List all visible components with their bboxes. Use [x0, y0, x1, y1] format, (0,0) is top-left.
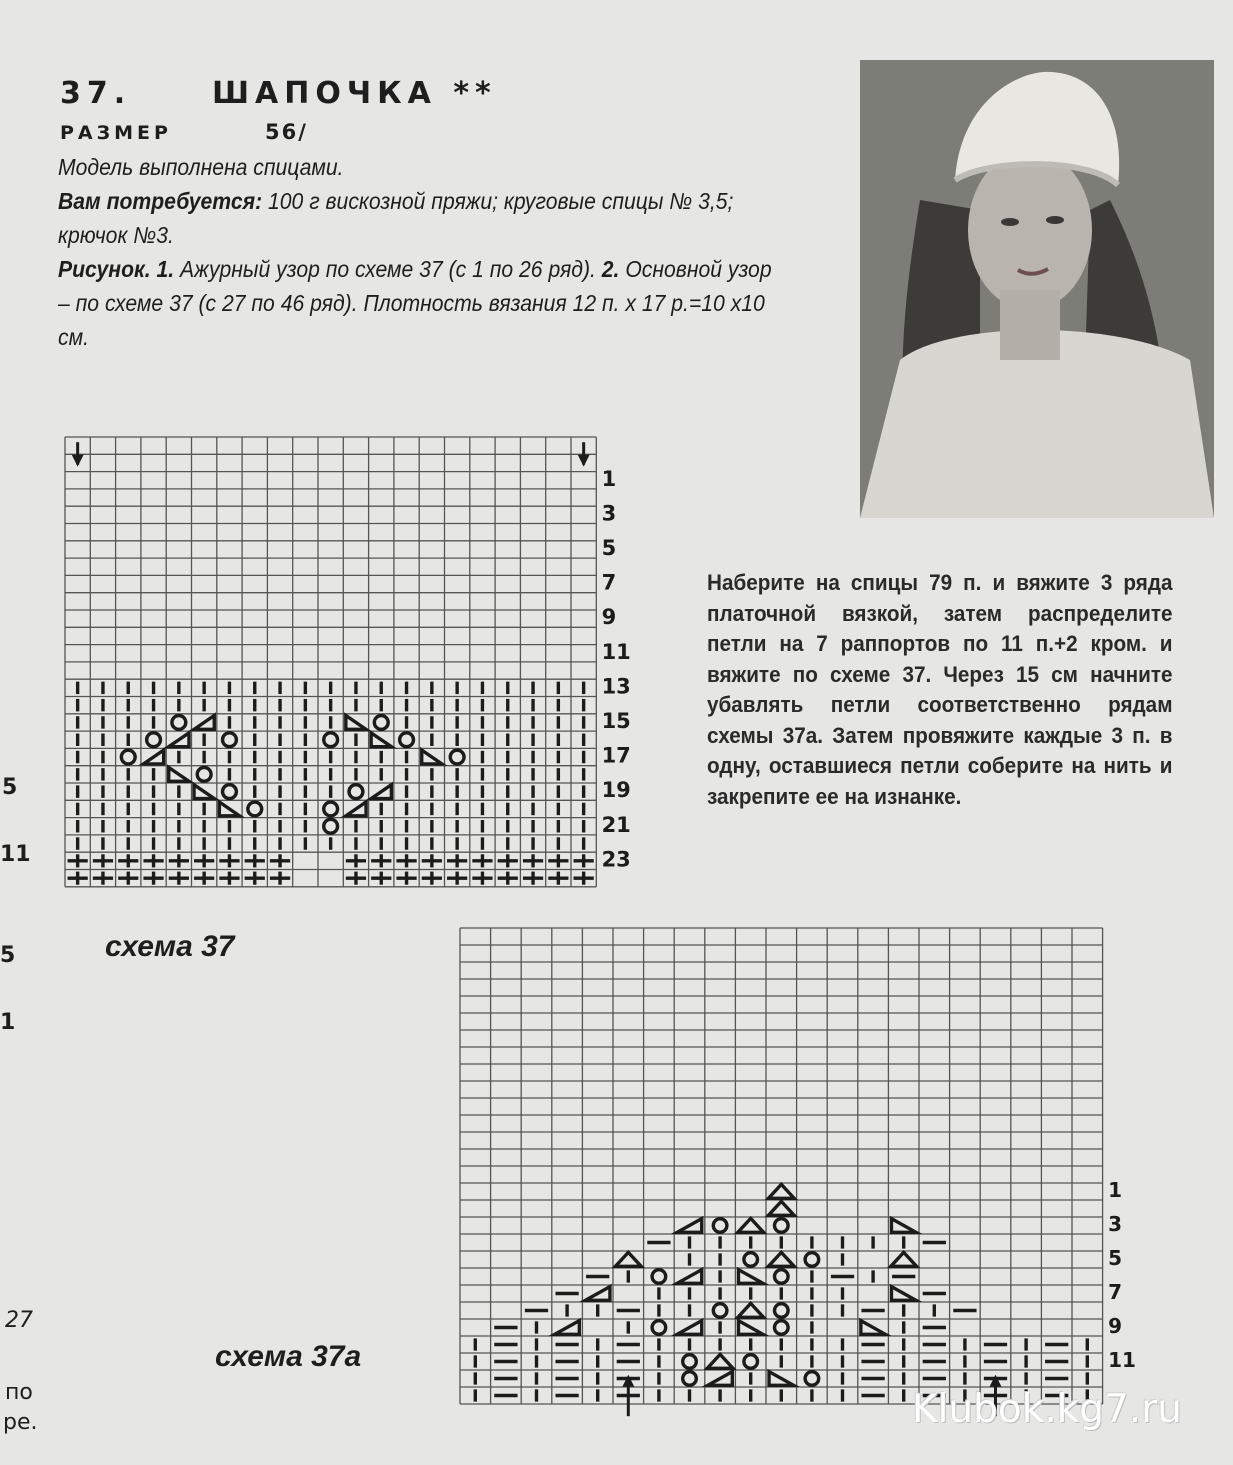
row-label: 3	[601, 501, 617, 526]
k3tog	[768, 1184, 794, 1198]
pattern-2-num: 2.	[601, 256, 620, 282]
k2tog-left	[769, 1372, 793, 1386]
chart-37a-row-labels	[622, 1178, 1136, 1416]
yarn-over	[652, 1270, 666, 1284]
row-label: 11	[1108, 1347, 1136, 1372]
row-label: 23	[601, 847, 631, 872]
materials-text: 100 г вискозной пряжи; круговые спицы № 3,5; крючок №3.	[58, 188, 734, 248]
size-label: РАЗМЕР	[60, 122, 172, 144]
row-label: 5	[1108, 1245, 1123, 1270]
yarn-over	[775, 1304, 789, 1318]
row-label: 13	[601, 674, 631, 699]
edge-text-2: 11	[0, 842, 31, 867]
row-label: 17	[601, 743, 631, 768]
page-title: ШАПОЧКА **	[212, 76, 497, 111]
size-value: 56/	[265, 120, 308, 144]
k2tog-left	[861, 1321, 885, 1335]
yarn-over	[744, 1253, 758, 1267]
k3tog	[768, 1201, 794, 1215]
watermark: Klubok.kg7.ru	[912, 1387, 1183, 1432]
chart-37-caption: схема 37	[105, 930, 235, 963]
edge-text-5: 27	[5, 1308, 33, 1333]
yarn-over	[775, 1270, 789, 1284]
pattern-1-text: Ажурный узор по схеме 37 (с 1 по 26 ряд).	[180, 256, 596, 282]
k3tog	[707, 1354, 733, 1368]
k3tog	[615, 1252, 641, 1266]
yarn-over	[805, 1372, 819, 1386]
yarn-over	[713, 1304, 727, 1318]
row-label: 21	[601, 812, 631, 837]
yarn-over	[713, 1219, 727, 1233]
materials-label: Вам потребуется:	[58, 188, 263, 214]
row-label: 1	[1108, 1177, 1123, 1202]
row-label: 9	[601, 605, 617, 630]
yarn-over	[683, 1372, 697, 1386]
knitting-instructions: Наберите на спицы 79 п. и вяжите 3 ряда платочной вязкой, затем распределите петли на 7 раппортов по 11 п.+2 кром. и вяжите по схеме 37. Через 15 см начните убавлять петли соответственно рядам схемы 37а. Затем провяжите каждые 3 п. в одну, оставшиеся петли соберите на нить и закрепите ее на изнанке.	[707, 570, 1173, 809]
yarn-over	[652, 1321, 666, 1335]
intro-line-1: Модель выполнена спицами.	[58, 154, 344, 180]
row-label: 7	[601, 570, 617, 595]
yarn-over	[744, 1355, 758, 1369]
pattern-1-num: 1.	[156, 256, 175, 282]
yarn-over	[775, 1321, 789, 1335]
k2tog-left	[891, 1287, 915, 1301]
k2tog-right	[555, 1321, 579, 1335]
pattern-2-text: Основной узор – по схеме 37 (с 27 по 46 ряд). Плотность вязания 12 п. х 17 р.=10 х10 см.	[58, 256, 772, 350]
edge-text-6: по	[5, 1380, 33, 1405]
edge-text-7: ре.	[3, 1410, 38, 1435]
pattern-number: 37.	[60, 76, 132, 111]
row-label: 3	[1108, 1211, 1123, 1236]
k2tog-right	[677, 1321, 701, 1335]
row-label: 9	[1108, 1313, 1123, 1338]
k2tog-left	[891, 1219, 915, 1233]
edge-text-1: 5	[2, 775, 18, 800]
k2tog-right	[585, 1287, 609, 1301]
row-label: 15	[601, 708, 631, 733]
chart-37a-caption: схема 37а	[215, 1340, 362, 1373]
yarn-over	[683, 1355, 697, 1369]
yarn-over	[775, 1219, 789, 1233]
k3tog	[891, 1252, 917, 1266]
edge-text-4: 1	[0, 1010, 16, 1035]
pattern-label: Рисунок.	[58, 256, 151, 282]
k3tog	[768, 1252, 794, 1266]
k2tog-left	[738, 1321, 762, 1335]
row-label: 7	[1108, 1279, 1123, 1304]
k3tog	[738, 1303, 764, 1317]
k2tog-right	[677, 1219, 701, 1233]
k2tog-right	[708, 1372, 732, 1386]
row-label: 1	[601, 466, 617, 491]
yarn-over	[805, 1253, 819, 1267]
k2tog-right	[677, 1270, 701, 1284]
k3tog	[738, 1218, 764, 1232]
edge-text-3: 5	[0, 943, 16, 968]
k2tog-left	[738, 1270, 762, 1284]
row-label: 5	[601, 535, 617, 560]
row-label: 11	[601, 639, 631, 664]
row-label: 19	[601, 778, 631, 803]
